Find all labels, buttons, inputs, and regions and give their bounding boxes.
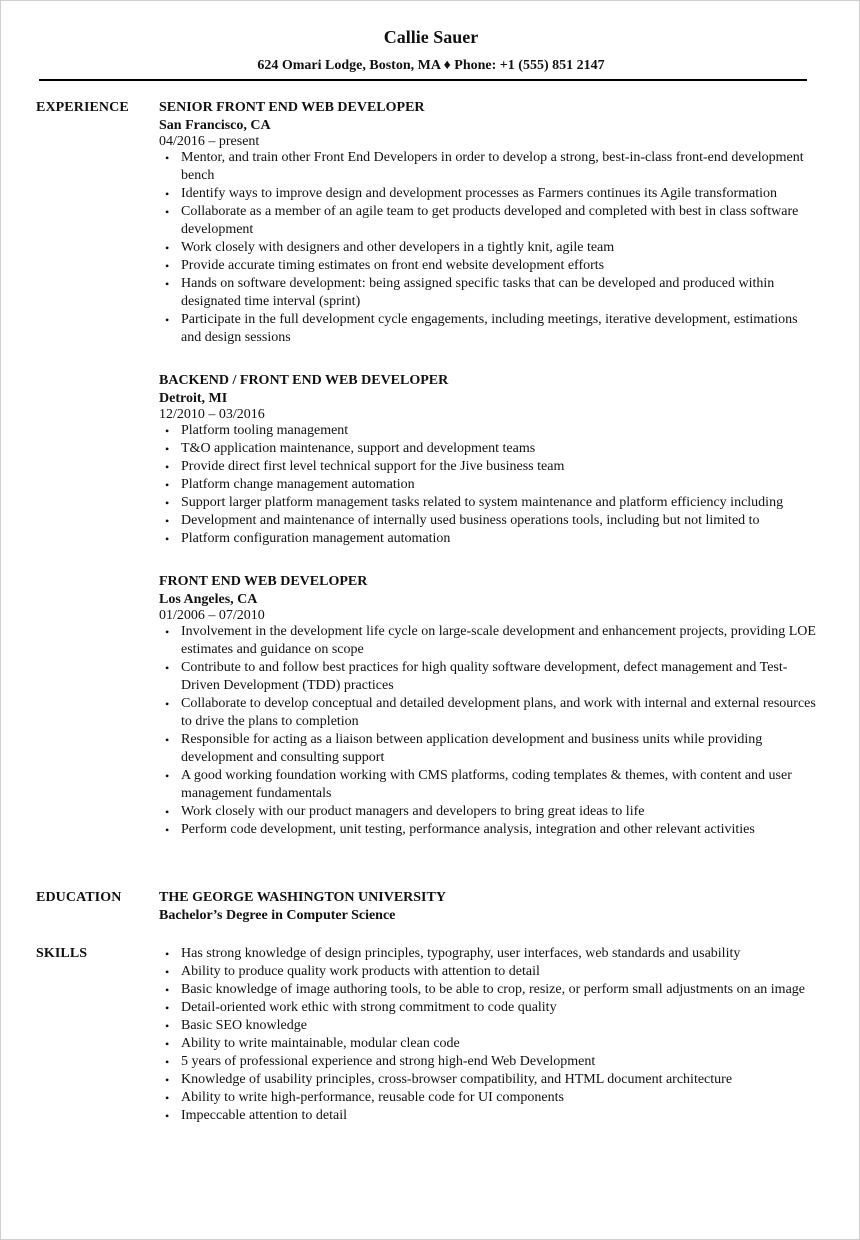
bullet-text: Identify ways to improve design and development processes as Farmers continues its Agile transformation xyxy=(181,186,778,201)
bullet-icon: • xyxy=(165,424,170,438)
job-location: Detroit, MI xyxy=(159,391,228,406)
bullet-text: Support larger platform management tasks related to system maintenance and platform efficiency including xyxy=(181,495,784,510)
bullet-item xyxy=(159,1017,819,1035)
bullet-icon: • xyxy=(165,823,170,837)
section-label-experience: EXPERIENCE xyxy=(36,100,129,115)
bullet-icon: • xyxy=(165,697,170,711)
bullet-text: Has strong knowledge of design principles, typography, user interfaces, web standards and usability xyxy=(181,946,741,961)
bullet-icon: • xyxy=(165,241,170,255)
bullet-text: Contribute to and follow best practices for high quality software development, defect management and Test-Driven Development (TDD) practices xyxy=(181,660,788,693)
bullet-item xyxy=(159,731,819,767)
header-divider xyxy=(39,79,807,81)
bullet-icon: • xyxy=(165,442,170,456)
bullet-icon: • xyxy=(165,1055,170,1069)
bullet-icon: • xyxy=(165,1037,170,1051)
bullet-item xyxy=(159,963,819,981)
bullet-icon: • xyxy=(165,277,170,291)
bullet-text: Provide direct first level technical support for the Jive business team xyxy=(181,459,565,474)
bullet-item xyxy=(159,695,819,731)
bullet-item xyxy=(159,239,819,257)
skills-list xyxy=(159,945,819,1125)
bullet-item xyxy=(159,494,819,512)
bullet-icon: • xyxy=(165,187,170,201)
bullet-text: Collaborate as a member of an agile team to get products developed and completed with best in class software development xyxy=(181,204,799,237)
bullet-icon: • xyxy=(165,661,170,675)
bullet-text: Platform change management automation xyxy=(181,477,415,492)
bullet-text: Ability to write maintainable, modular clean code xyxy=(181,1036,460,1051)
bullet-item xyxy=(159,149,819,185)
bullet-item xyxy=(159,659,819,695)
bullet-icon: • xyxy=(165,151,170,165)
job-title: SENIOR FRONT END WEB DEVELOPER xyxy=(159,100,425,115)
job-location: Los Angeles, CA xyxy=(159,592,258,607)
bullet-icon: • xyxy=(165,1001,170,1015)
bullet-text: Participate in the full development cycle engagements, including meetings, iterative development, estimations and design sessions xyxy=(181,312,798,345)
bullet-text: Detail-oriented work ethic with strong commitment to code quality xyxy=(181,1000,557,1015)
bullet-text: Collaborate to develop conceptual and detailed development plans, and work with internal and external resources to drive the plans to completion xyxy=(181,696,816,729)
job-bullets xyxy=(159,422,819,548)
bullet-item xyxy=(159,1035,819,1053)
bullet-icon: • xyxy=(165,496,170,510)
bullet-icon: • xyxy=(165,1091,170,1105)
bullet-item xyxy=(159,1071,819,1089)
job-entry xyxy=(159,99,819,347)
bullet-text: Work closely with designers and other developers in a tightly knit, agile team xyxy=(181,240,615,255)
job-bullets xyxy=(159,149,819,347)
bullet-item xyxy=(159,512,819,530)
bullet-icon: • xyxy=(165,769,170,783)
section-label-skills: SKILLS xyxy=(36,946,88,961)
bullet-item xyxy=(159,530,819,548)
job-title: BACKEND / FRONT END WEB DEVELOPER xyxy=(159,373,449,388)
bullet-text: Perform code development, unit testing, performance analysis, integration and other relevant activities xyxy=(181,822,755,837)
bullet-icon: • xyxy=(165,805,170,819)
bullet-item xyxy=(159,981,819,999)
bullet-item xyxy=(159,458,819,476)
bullet-item xyxy=(159,945,819,963)
education-degree: Bachelor’s Degree in Computer Science xyxy=(159,908,396,923)
bullet-icon: • xyxy=(165,259,170,273)
bullet-text: Hands on software development: being assigned specific tasks that can be developed and produced within designated time interval (sprint) xyxy=(181,276,775,309)
education-body xyxy=(159,889,819,925)
bullet-item xyxy=(159,275,819,311)
bullet-icon: • xyxy=(165,460,170,474)
job-dates: 01/2006 – 07/2010 xyxy=(159,608,265,623)
bullet-item xyxy=(159,1089,819,1107)
bullet-item xyxy=(159,440,819,458)
resume-header xyxy=(1,25,860,75)
bullet-item xyxy=(159,311,819,347)
bullet-item xyxy=(159,821,819,839)
bullet-icon: • xyxy=(165,983,170,997)
bullet-text: Ability to write high-performance, reusable code for UI components xyxy=(181,1090,564,1105)
job-location: San Francisco, CA xyxy=(159,118,271,133)
bullet-item xyxy=(159,803,819,821)
bullet-text: Knowledge of usability principles, cross-browser compatibility, and HTML document architecture xyxy=(181,1072,733,1087)
bullet-item xyxy=(159,767,819,803)
bullet-item xyxy=(159,203,819,239)
bullet-icon: • xyxy=(165,965,170,979)
job-entry xyxy=(159,573,819,839)
bullet-icon: • xyxy=(165,733,170,747)
bullet-item xyxy=(159,476,819,494)
bullet-text: Platform tooling management xyxy=(181,423,349,438)
bullet-item xyxy=(159,257,819,275)
bullet-item xyxy=(159,623,819,659)
section-label-education: EDUCATION xyxy=(36,890,122,905)
job-entry xyxy=(159,372,819,548)
bullet-icon: • xyxy=(165,1019,170,1033)
bullet-text: Basic SEO knowledge xyxy=(181,1018,307,1033)
bullet-text: Platform configuration management automation xyxy=(181,531,451,546)
bullet-icon: • xyxy=(165,625,170,639)
bullet-item xyxy=(159,185,819,203)
bullet-text: Work closely with our product managers and developers to bring great ideas to life xyxy=(181,804,645,819)
bullet-text: T&O application maintenance, support and development teams xyxy=(181,441,536,456)
bullet-icon: • xyxy=(165,947,170,961)
bullet-icon: • xyxy=(165,478,170,492)
bullet-text: Involvement in the development life cycle on large-scale development and enhancement projects, providing LOE estimates and guidance on scope xyxy=(181,624,816,657)
bullet-icon: • xyxy=(165,313,170,327)
bullet-item xyxy=(159,1107,819,1125)
bullet-text: Responsible for acting as a liaison between application development and business units while providing development and consulting support xyxy=(181,732,763,765)
bullet-icon: • xyxy=(165,514,170,528)
candidate-name: Callie Sauer xyxy=(383,27,479,47)
bullet-text: Development and maintenance of internally used business operations tools, including but not limited to xyxy=(181,513,760,528)
experience-list xyxy=(159,99,819,864)
bullet-icon: • xyxy=(165,532,170,546)
bullet-icon: • xyxy=(165,205,170,219)
bullet-text: Provide accurate timing estimates on front end website development efforts xyxy=(181,258,605,273)
skills-body xyxy=(159,945,819,1125)
education-school: THE GEORGE WASHINGTON UNIVERSITY xyxy=(159,890,446,905)
bullet-text: Impeccable attention to detail xyxy=(181,1108,347,1123)
bullet-item xyxy=(159,1053,819,1071)
bullet-text: Basic knowledge of image authoring tools, to be able to crop, resize, or perform small adjustments on an image xyxy=(181,982,805,997)
job-dates: 12/2010 – 03/2016 xyxy=(159,407,265,422)
bullet-item xyxy=(159,999,819,1017)
contact-line: 624 Omari Lodge, Boston, MA ♦ Phone: +1 (555) 851 2147 xyxy=(257,58,605,73)
bullet-text: Ability to produce quality work products with attention to detail xyxy=(181,964,540,979)
bullet-text: 5 years of professional experience and strong high-end Web Development xyxy=(181,1054,596,1069)
job-dates: 04/2016 – present xyxy=(159,134,260,149)
bullet-text: A good working foundation working with CMS platforms, coding templates & themes, with content and user management fundamentals xyxy=(181,768,792,801)
job-bullets xyxy=(159,623,819,839)
bullet-icon: • xyxy=(165,1109,170,1123)
job-title: FRONT END WEB DEVELOPER xyxy=(159,574,368,589)
bullet-item xyxy=(159,422,819,440)
bullet-icon: • xyxy=(165,1073,170,1087)
bullet-text: Mentor, and train other Front End Developers in order to develop a strong, best-in-class front-end development bench xyxy=(181,150,804,183)
